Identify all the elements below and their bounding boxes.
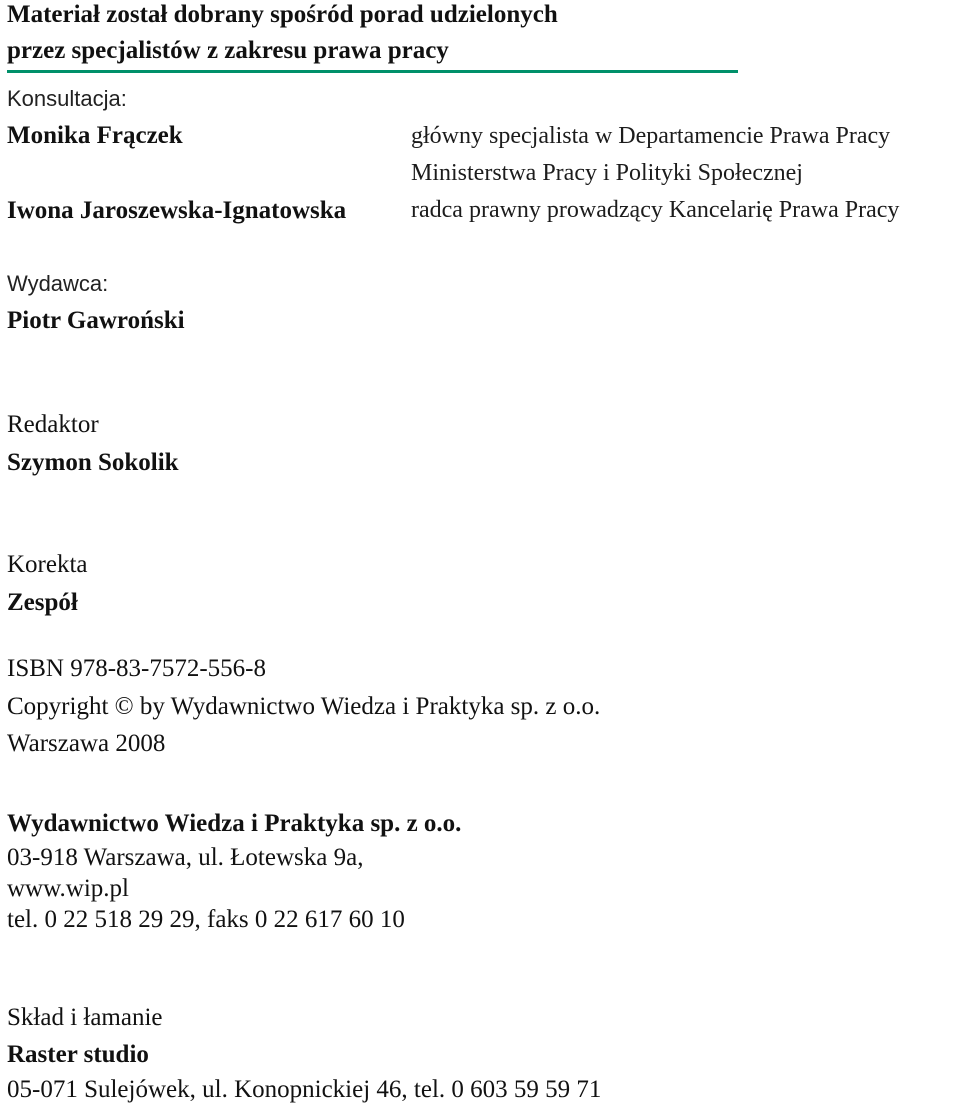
editor-label: Redaktor: [7, 411, 99, 438]
company-phone: tel. 0 22 518 29 29, faks 0 22 617 60 10: [7, 906, 405, 933]
typesetting-studio: Raster studio: [7, 1041, 149, 1068]
company-address: 03-918 Warszawa, ul. Łotewska 9a,: [7, 844, 364, 871]
proofreading-label: Korekta: [7, 551, 88, 578]
proofreading-name: Zespół: [7, 589, 78, 616]
typesetting-label: Skład i łamanie: [7, 1004, 163, 1031]
place-year: Warszawa 2008: [7, 730, 166, 757]
consultation-label: Konsultacja:: [7, 86, 127, 111]
isbn: ISBN 978-83-7572-556-8: [7, 655, 267, 682]
consultant-role-2-line-1: radca prawny prowadzący Kancelarię Prawa Pracy: [411, 197, 900, 223]
consultant-role-1-line-1: główny specjalista w Departamencie Prawa Pracy: [411, 123, 891, 149]
publisher-label: Wydawca:: [7, 271, 109, 296]
editor-name: Szymon Sokolik: [7, 449, 179, 476]
company-website: www.wip.pl: [7, 875, 129, 902]
company-name: Wydawnictwo Wiedza i Praktyka sp. z o.o.: [7, 810, 462, 837]
copyright: Copyright © by Wydawnictwo Wiedza i Praktyka sp. z o.o.: [7, 693, 601, 720]
typesetting-address: 05-071 Sulejówek, ul. Konopnickiej 46, tel. 0 603 59 59 71: [7, 1076, 602, 1103]
header-line-2: przez specjalistów z zakresu prawa pracy: [7, 37, 449, 64]
consultant-name-2: Iwona Jaroszewska-Ignatowska: [7, 197, 347, 224]
publisher-name: Piotr Gawroński: [7, 307, 185, 334]
header-rule: [7, 70, 738, 73]
header-line-1: Materiał został dobrany spośród porad udzielonych: [7, 1, 558, 28]
consultant-role-1-line-2: Ministerstwa Pracy i Polityki Społecznej: [411, 160, 803, 186]
consultant-name-1: Monika Frączek: [7, 122, 183, 149]
